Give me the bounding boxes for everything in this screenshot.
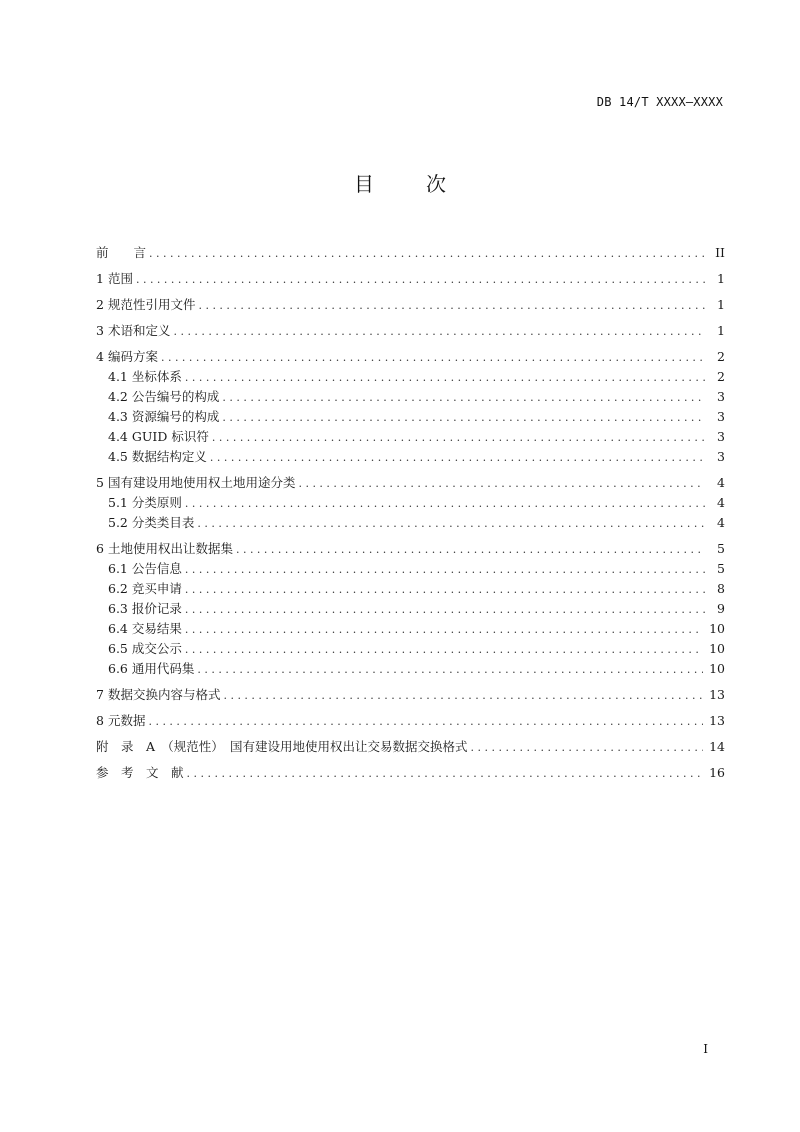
toc-entry-page: 3 [717,409,725,424]
toc-entry-page: 16 [709,765,725,780]
toc-entry-label [108,559,185,577]
toc-entry-title: 公告编号的构成 [131,389,220,404]
toc-entry-label [108,447,210,465]
toc-entry-number: 6.4 [108,621,128,636]
toc-entry[interactable] [96,619,725,639]
toc-entry-title: 成交公示 [131,641,182,656]
toc-entry-label [96,321,173,339]
toc-entry-title: 通用代码集 [131,661,195,676]
document-code: DB 14/T XXXX—XXXX [596,95,723,109]
toc-entry[interactable] [96,407,725,427]
toc-entry-title: 数据结构定义 [131,449,207,464]
toc-entry-title: GUID 标识符 [131,429,209,444]
toc-entry-page: 2 [717,369,725,384]
toc-entry-title: 公告信息 [131,561,182,576]
toc-leader-dots [222,391,705,404]
toc-entry-number: 6.1 [108,561,128,576]
toc-entry-number: 4.5 [108,449,128,464]
toc-entry-title: 分类原则 [131,495,182,510]
toc-entry[interactable] [96,763,725,783]
page-title-char: 次 [426,172,446,196]
toc-entry-label [96,711,148,729]
toc-entry-page: II [715,245,725,260]
toc-entry[interactable] [96,579,725,599]
toc-entry[interactable] [96,685,725,705]
toc-entry-number: 3 [96,323,104,338]
page-title-char: 目 [354,172,374,196]
toc-entry-page: 3 [717,449,725,464]
toc-entry-page: 3 [717,389,725,404]
toc-leader-dots [236,543,705,556]
toc-entry-label [96,685,223,703]
toc-entry[interactable] [96,347,725,367]
toc-leader-dots [161,351,705,364]
toc-entry-number: 1 [96,271,104,286]
toc-leader-dots [148,715,703,728]
toc-entry-title: 坐标体系 [131,369,182,384]
toc-leader-dots [185,603,705,616]
toc-entry-label [108,367,185,385]
toc-entry-number: 7 [96,687,104,702]
toc-entry-number: 4.2 [108,389,128,404]
toc-entry-title: 规范性引用文件 [107,297,196,312]
toc-leader-dots [185,563,705,576]
toc-entry[interactable] [96,539,725,559]
toc-leader-dots [185,623,703,636]
toc-entry-label [96,347,161,365]
toc-entry-number: 6.6 [108,661,128,676]
toc-entry[interactable] [96,447,725,467]
toc-entry-title: 交易结果 [131,621,182,636]
toc-entry-label [96,539,236,557]
toc-entry-page: 10 [709,641,725,656]
toc-entry-page: 1 [717,323,725,338]
toc-leader-dots [198,299,705,312]
toc-entry[interactable] [96,295,725,315]
toc-entry-label [108,513,197,531]
page-title [0,168,800,197]
toc-entry[interactable] [96,387,725,407]
toc-entry-page: 1 [717,297,725,312]
toc-leader-dots [298,477,705,490]
toc-leader-dots [197,663,703,676]
toc-entry-page: 14 [709,739,725,754]
toc-entry-page: 4 [717,515,725,530]
toc-entry-number: 5.2 [108,515,128,530]
toc-entry-page: 13 [709,687,725,702]
toc-entry[interactable] [96,513,725,533]
toc-entry-number: 8 [96,713,104,728]
toc-entry-label [96,295,198,313]
toc-entry-label [108,579,185,597]
toc-entry-label [96,473,298,491]
table-of-contents [96,243,725,783]
toc-entry-title: 元数据 [107,713,146,728]
toc-leader-dots [185,497,705,510]
toc-entry-page: 3 [717,429,725,444]
toc-entry[interactable] [96,493,725,513]
toc-entry-number: 5 [96,475,104,490]
toc-entry-page: 5 [717,561,725,576]
toc-entry-number: 4.4 [108,429,128,444]
toc-entry-number: 5.1 [108,495,128,510]
toc-entry[interactable] [96,473,725,493]
toc-leader-dots [185,583,705,596]
toc-entry-number: 6.2 [108,581,128,596]
toc-entry-label [108,427,212,445]
toc-leader-dots [149,247,705,260]
toc-leader-dots [210,451,705,464]
toc-entry-label [108,599,185,617]
toc-entry-number: 6 [96,541,104,556]
toc-entry-title: 前 言 [96,245,147,260]
toc-entry-label [108,639,185,657]
toc-entry[interactable] [96,659,725,679]
toc-entry[interactable] [96,427,725,447]
toc-entry[interactable] [96,269,725,289]
toc-entry-page: 4 [717,475,725,490]
toc-entry-title: 资源编号的构成 [131,409,220,424]
toc-entry-title: 土地使用权出让数据集 [107,541,233,556]
toc-entry[interactable] [96,321,725,341]
toc-entry[interactable] [96,639,725,659]
toc-entry[interactable] [96,367,725,387]
toc-leader-dots [197,517,705,530]
toc-leader-dots [222,411,705,424]
toc-entry-title: 编码方案 [107,349,158,364]
toc-entry-label [96,737,471,755]
toc-entry-title: 分类类目表 [131,515,195,530]
toc-entry[interactable] [96,559,725,579]
toc-entry-page: 8 [717,581,725,596]
toc-leader-dots [223,689,703,702]
toc-entry-title: 附 录 A （规范性） 国有建设用地使用权出让交易数据交换格式 [96,739,468,754]
toc-leader-dots [173,325,705,338]
toc-entry[interactable] [96,243,725,263]
toc-entry-page: 2 [717,349,725,364]
toc-entry-label [108,407,222,425]
toc-entry-number: 6.5 [108,641,128,656]
toc-entry-number: 4.3 [108,409,128,424]
toc-entry[interactable] [96,711,725,731]
toc-entry-label [108,659,197,677]
toc-leader-dots [212,431,705,444]
toc-entry[interactable] [96,737,725,757]
toc-entry-page: 10 [709,621,725,636]
toc-entry[interactable] [96,599,725,619]
toc-entry-page: 1 [717,271,725,286]
toc-entry-page: 10 [709,661,725,676]
toc-entry-label [96,269,136,287]
toc-entry-label [96,243,149,261]
toc-entry-label [108,387,222,405]
toc-entry-label [108,619,185,637]
toc-entry-page: 5 [717,541,725,556]
toc-leader-dots [136,273,705,286]
toc-leader-dots [471,741,704,754]
toc-leader-dots [187,767,704,780]
toc-entry-title: 参 考 文 献 [96,765,184,780]
toc-entry-title: 竞买申请 [131,581,182,596]
toc-entry-page: 9 [717,601,725,616]
toc-leader-dots [185,643,703,656]
toc-entry-title: 报价记录 [131,601,182,616]
toc-entry-number: 2 [96,297,104,312]
toc-entry-number: 6.3 [108,601,128,616]
toc-entry-title: 数据交换内容与格式 [107,687,221,702]
toc-entry-label [96,763,187,781]
toc-entry-number: 4 [96,349,104,364]
toc-entry-page: 13 [709,713,725,728]
toc-entry-page: 4 [717,495,725,510]
toc-entry-label [108,493,185,511]
toc-entry-number: 4.1 [108,369,128,384]
page-number: I [703,1042,708,1056]
toc-entry-title: 术语和定义 [107,323,171,338]
toc-leader-dots [185,371,705,384]
toc-entry-title: 国有建设用地使用权土地用途分类 [107,475,296,490]
toc-entry-title: 范围 [107,271,133,286]
